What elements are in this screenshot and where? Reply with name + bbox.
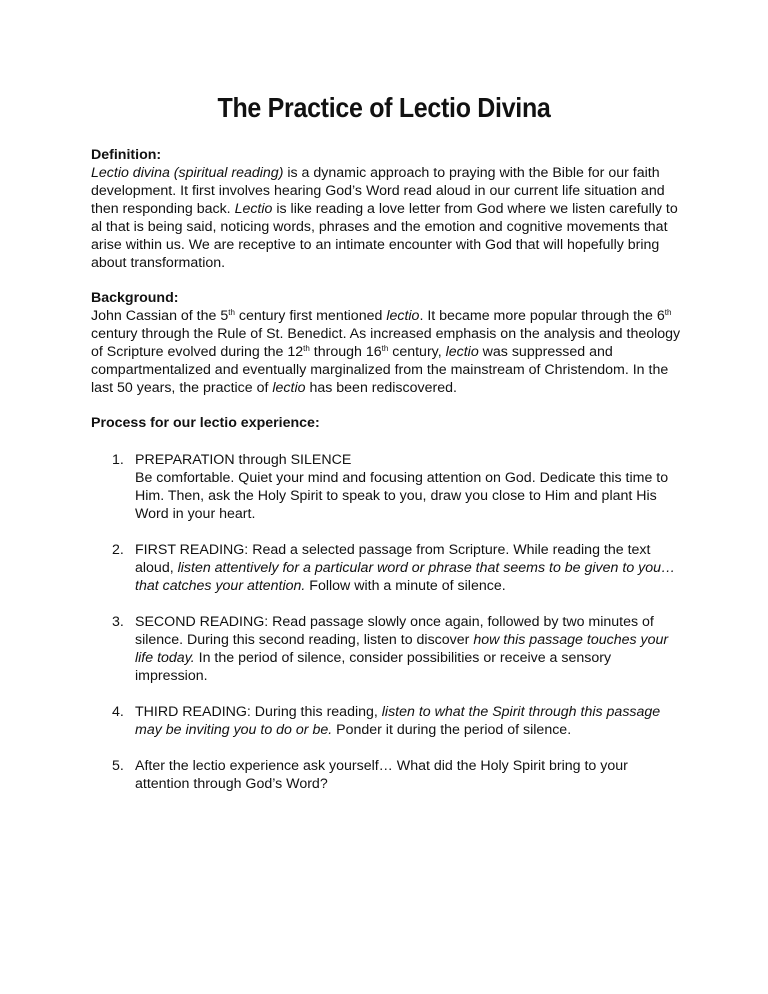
item-text: THIRD READING: During this reading, bbox=[135, 704, 382, 720]
background-heading: Background: bbox=[91, 290, 179, 306]
superscript: th bbox=[381, 344, 389, 353]
definition-paragraph bbox=[91, 164, 681, 272]
superscript: th bbox=[303, 344, 310, 353]
background-text: was suppressed and compartmentalized and eventually marginalized from the mainstream of Christendom. In the last 50 years, the practice of bbox=[91, 344, 669, 396]
background-italic: lectio bbox=[272, 380, 306, 396]
background-italic: lectio bbox=[386, 308, 420, 324]
background-text: century through the Rule of St. Benedict. As increased emphasis on the analysis and theology of Scripture evolved during the 12 bbox=[91, 326, 681, 360]
document-body bbox=[91, 146, 681, 811]
list-item bbox=[91, 703, 681, 739]
list-number: 1. bbox=[112, 452, 124, 468]
background-paragraph bbox=[91, 307, 681, 397]
background-text: through 16 bbox=[309, 344, 382, 360]
definition-heading: Definition: bbox=[91, 147, 162, 163]
item-text: FIRST READING: Read a selected passage from Scripture. While reading the text aloud, bbox=[135, 542, 651, 576]
definition-term-2: Lectio bbox=[234, 201, 273, 217]
list-number: 2. bbox=[112, 542, 124, 558]
background-section bbox=[91, 289, 681, 397]
background-text: John Cassian of the 5 bbox=[91, 308, 229, 324]
background-text: has been rediscovered. bbox=[305, 380, 457, 396]
definition-text-2: is like reading a love letter from God where we listen carefully to al that is being said, noticing words, phrases and the emotion and cognitive movements that arise within us. We are receptive to an intimate encounter with God that will hopefully bring about transformation. bbox=[91, 201, 678, 271]
list-number: 3. bbox=[112, 614, 124, 630]
list-item bbox=[91, 613, 681, 685]
definition-section bbox=[91, 146, 681, 272]
background-italic: lectio bbox=[445, 344, 479, 360]
background-text: . It became more popular through the 6 bbox=[419, 308, 665, 324]
item-text: Be comfortable. Quiet your mind and focusing attention on God. Dedicate this time to Him. Then, ask the Holy Spirit to speak to you, draw you close to Him and plant His Word in your heart. bbox=[135, 470, 669, 522]
process-list bbox=[91, 451, 681, 793]
superscript: th bbox=[664, 308, 672, 317]
item-title: PREPARATION through SILENCE bbox=[135, 452, 352, 468]
definition-text-1: is a dynamic approach to praying with the Bible for our faith development. It first involves hearing God’s Word read aloud in our current life situation and then responding back. bbox=[91, 165, 665, 217]
item-text: Ponder it during the period of silence. bbox=[332, 722, 572, 738]
background-text: century, bbox=[388, 344, 446, 360]
background-text: century first mentioned bbox=[234, 308, 387, 324]
item-text: In the period of silence, consider possibilities or receive a sensory impression. bbox=[135, 650, 612, 684]
list-item bbox=[91, 757, 681, 793]
list-number: 4. bbox=[112, 704, 124, 720]
item-italic: listen attentively for a particular word or phrase that seems to be given to you… that catches your attention. bbox=[135, 560, 676, 594]
item-italic: listen to what the Spirit through this passage may be inviting you to do or be. bbox=[135, 704, 661, 738]
list-item bbox=[91, 451, 681, 523]
process-heading: Process for our lectio experience: bbox=[91, 415, 320, 431]
item-italic: how this passage touches your life today. bbox=[135, 632, 669, 666]
item-text: After the lectio experience ask yourself… What did the Holy Spirit bring to your attention through God’s Word? bbox=[135, 758, 628, 792]
definition-term: Lectio divina (spiritual reading) bbox=[91, 165, 284, 181]
page-title: The Practice of Lectio Divina bbox=[217, 92, 551, 124]
item-text: SECOND READING: Read passage slowly once again, followed by two minutes of silence. During this second reading, listen to discover bbox=[135, 614, 654, 648]
superscript: th bbox=[228, 308, 235, 317]
item-text: Follow with a minute of silence. bbox=[305, 578, 506, 594]
list-number: 5. bbox=[112, 758, 124, 774]
list-item bbox=[91, 541, 681, 595]
